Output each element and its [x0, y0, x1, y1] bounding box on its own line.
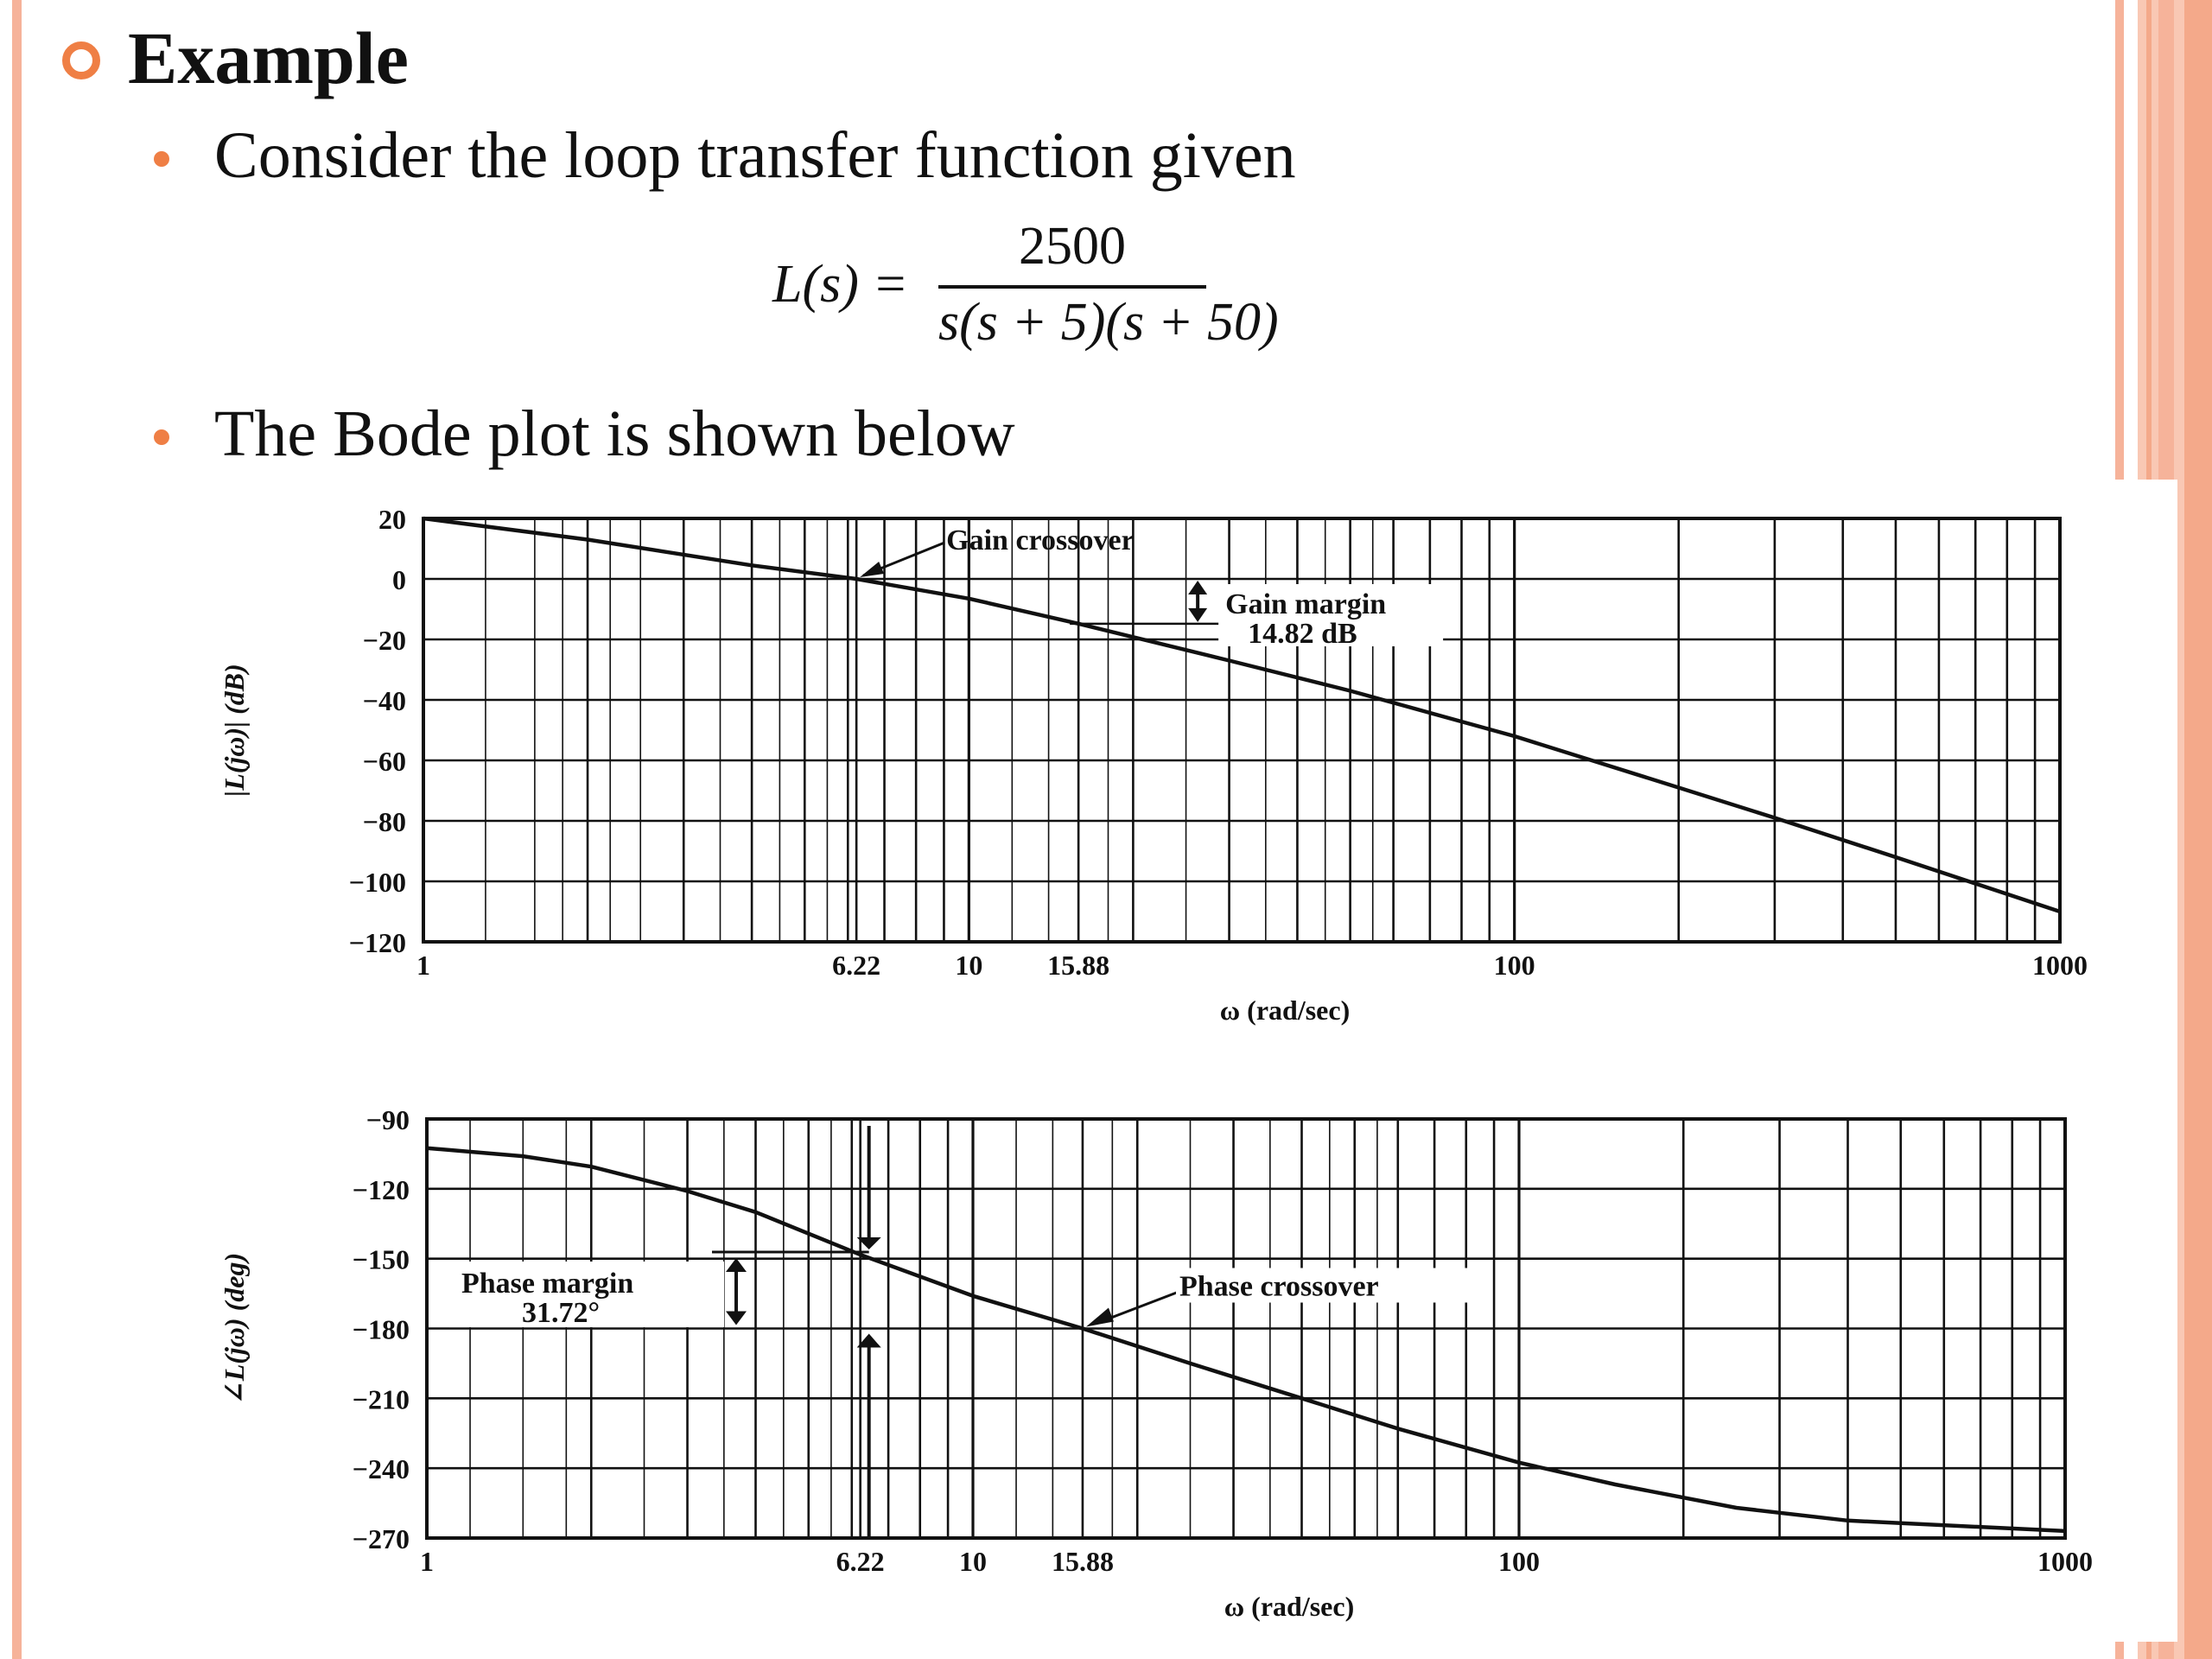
y-axis-label: |L(jω)| (dB) — [219, 664, 250, 797]
x-axis-label: ω (rad/sec) — [1219, 995, 1351, 1026]
annotation-text: Gain margin — [1225, 588, 1387, 620]
y-tick-label: −210 — [352, 1383, 410, 1415]
annotation-arrowhead — [1086, 1308, 1114, 1327]
bullet-text: Consider the loop transfer function given — [214, 119, 1296, 192]
y-tick-label: 0 — [392, 564, 406, 595]
x-tick-label: 15.88 — [1047, 950, 1110, 981]
x-tick-label: 100 — [1493, 950, 1535, 981]
formula-lhs: L(s) = — [772, 255, 909, 314]
x-tick-label: 1 — [416, 950, 430, 981]
x-tick-label: 100 — [1498, 1546, 1540, 1577]
plot-frame — [423, 518, 2060, 942]
annotation-text: Phase crossover — [1179, 1270, 1379, 1303]
annotation-arrowhead — [726, 1258, 747, 1272]
formula-numerator: 2500 — [1019, 217, 1126, 276]
annotation-text: Gain crossover — [946, 524, 1135, 556]
y-tick-label: −100 — [348, 867, 406, 898]
slide-title: Example — [128, 16, 409, 99]
x-tick-label: 10 — [959, 1546, 987, 1577]
annotation-text: 31.72° — [522, 1297, 601, 1330]
annotation-arrowhead — [1188, 608, 1207, 622]
annotation-text: Phase margin — [461, 1268, 634, 1300]
x-tick-label: 1000 — [2037, 1546, 2093, 1577]
annotation-arrowhead — [726, 1312, 747, 1325]
y-tick-label: −240 — [352, 1453, 410, 1485]
x-tick-label: 10 — [955, 950, 983, 981]
y-tick-label: −90 — [365, 1104, 410, 1135]
x-tick-label: 1000 — [2032, 950, 2088, 981]
y-axis-label: ∠L(jω) (deg) — [219, 1252, 250, 1405]
y-tick-label: −60 — [362, 746, 406, 777]
y-tick-label: −40 — [362, 685, 406, 716]
annotation-arrowhead — [1188, 581, 1207, 594]
y-tick-label: 20 — [378, 504, 406, 535]
x-tick-label: 1 — [420, 1546, 434, 1577]
annotation-arrowhead — [860, 562, 884, 577]
x-axis-label: ω (rad/sec) — [1224, 1591, 1355, 1622]
y-tick-label: −120 — [352, 1173, 410, 1205]
y-tick-label: −270 — [352, 1523, 410, 1554]
y-tick-label: −80 — [362, 806, 406, 837]
y-tick-label: −180 — [352, 1313, 410, 1345]
y-tick-label: −20 — [362, 625, 406, 656]
formula-denominator: s(s + 5)(s + 50) — [938, 293, 1279, 352]
x-tick-label: 6.22 — [832, 950, 881, 981]
x-tick-label: 6.22 — [836, 1546, 885, 1577]
y-tick-label: −150 — [352, 1243, 410, 1275]
bullet-text: The Bode plot is shown below — [214, 397, 1015, 470]
y-tick-label: −120 — [348, 927, 406, 958]
series-line — [423, 518, 2060, 912]
series-line — [427, 1148, 2065, 1531]
x-tick-label: 15.88 — [1051, 1546, 1114, 1577]
annotation-text: 14.82 dB — [1248, 618, 1357, 650]
